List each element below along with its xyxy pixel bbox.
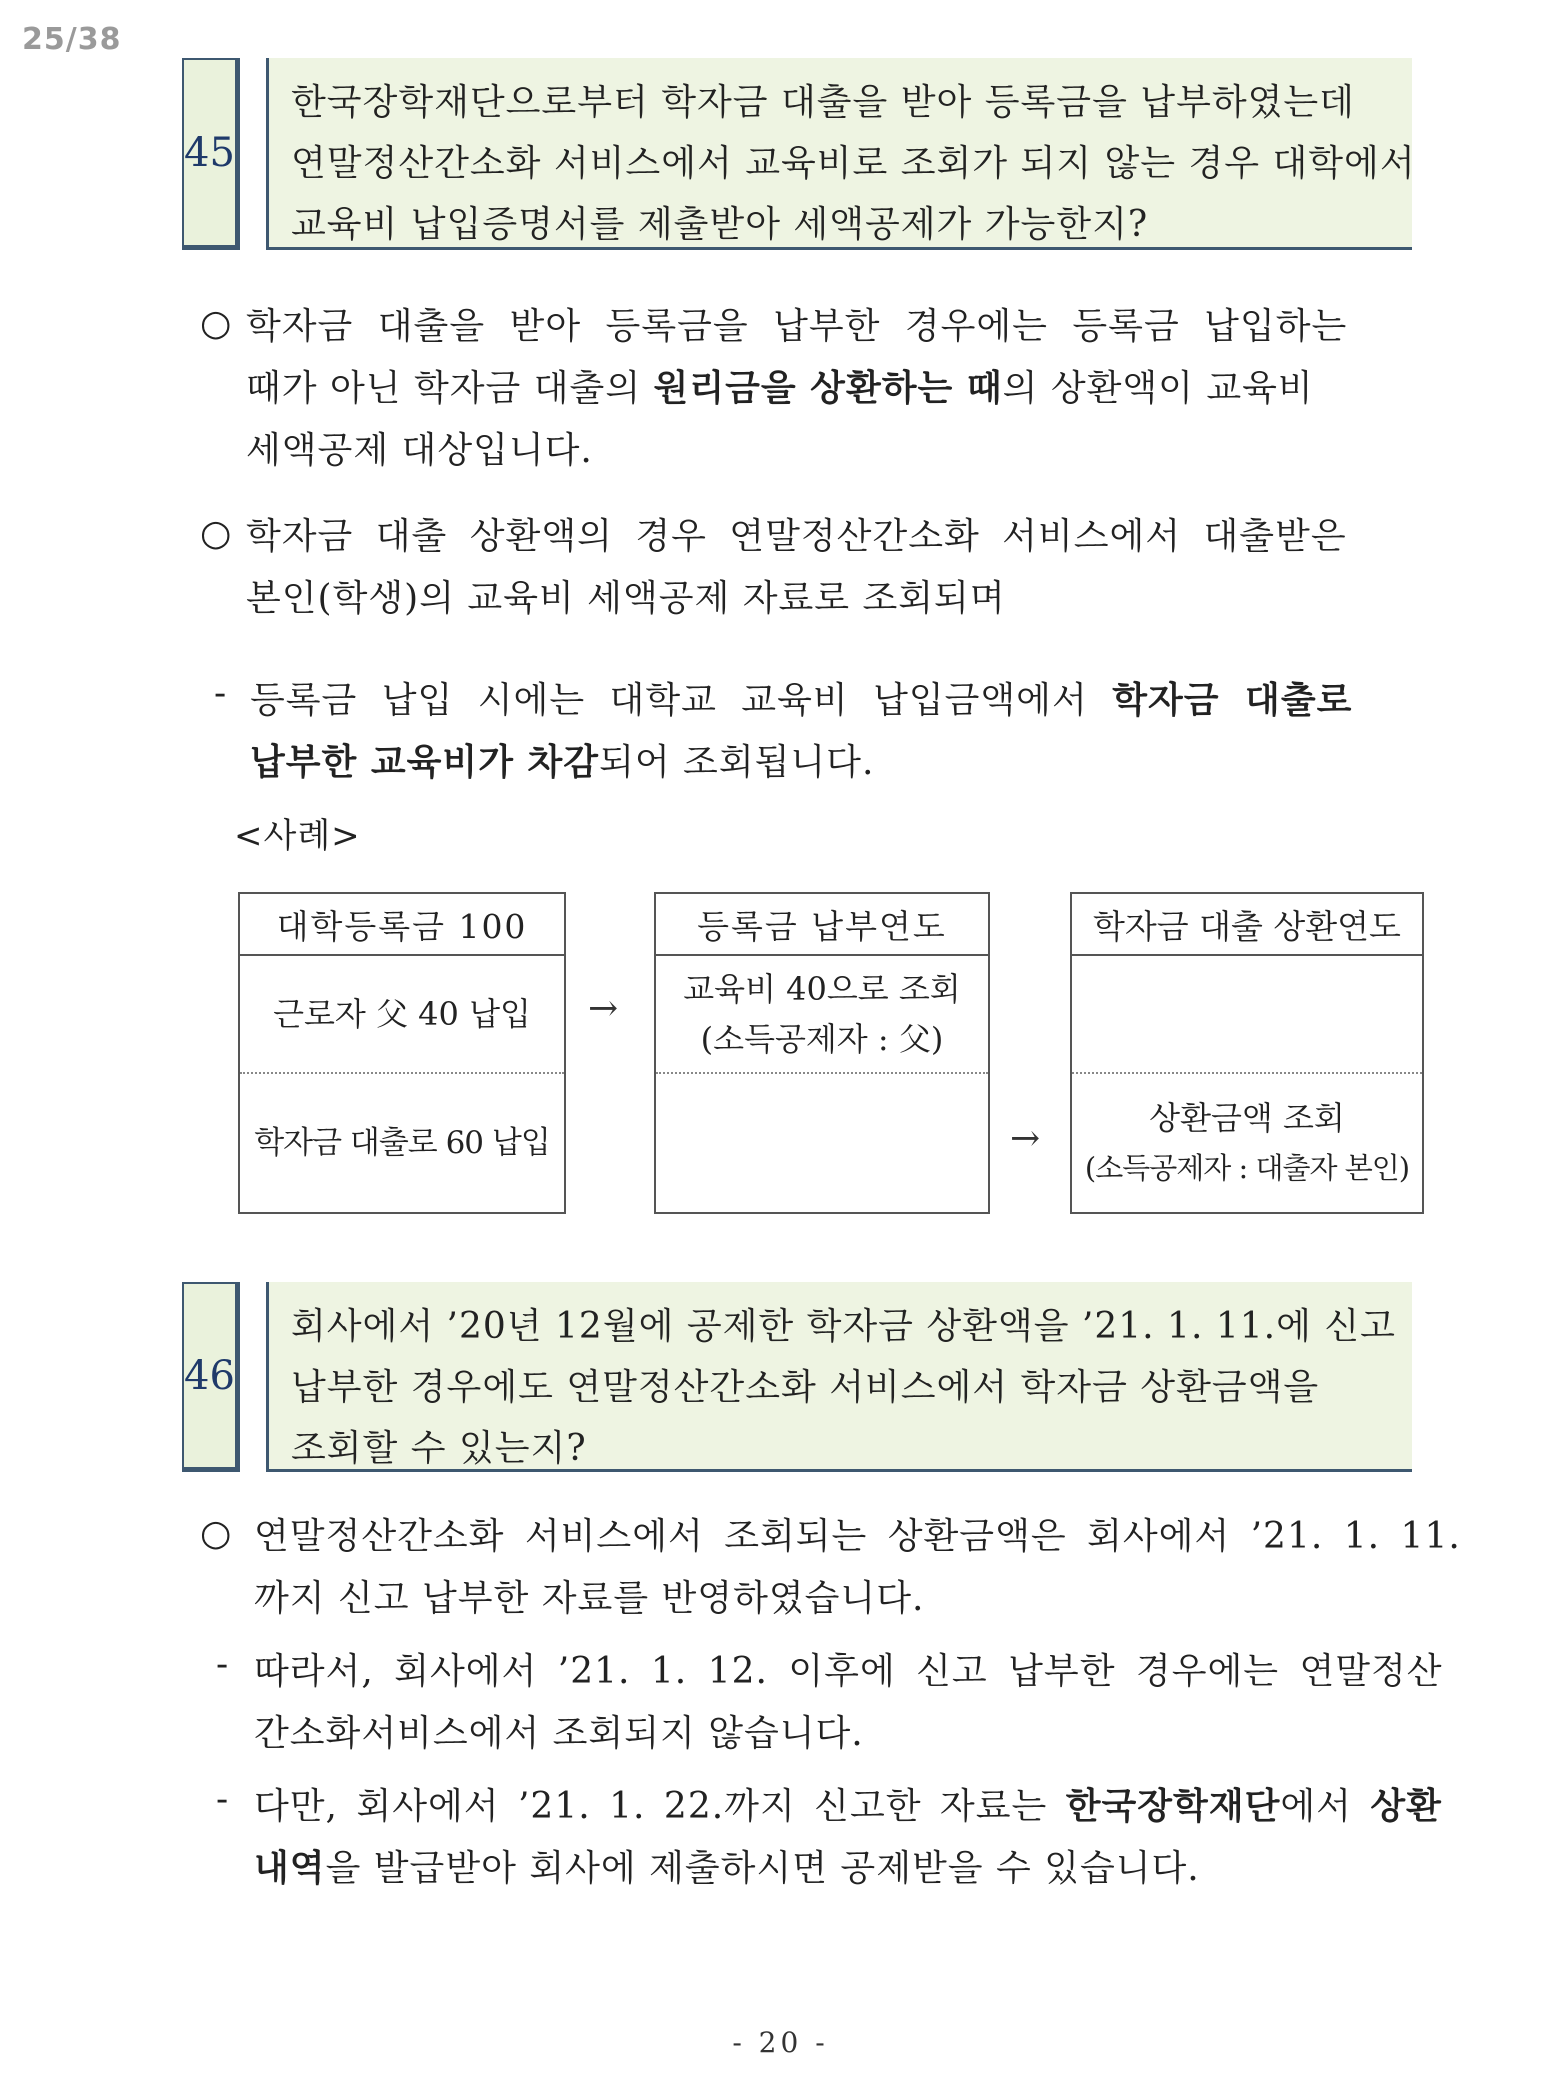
question-line: 납부한 경우에도 연말정산간소화 서비스에서 학자금 상환금액을	[291, 1367, 1320, 1408]
text-run: 을 발급받아 회사에 제출하시면 공제받을 수 있습니다.	[325, 1848, 1200, 1889]
bold-text: 납부한 교육비가 차감	[250, 741, 600, 783]
column-header: 학자금 대출 상환연도	[1072, 894, 1422, 956]
page-footer: - 20 -	[732, 2026, 829, 2059]
example-column-payment-year	[654, 892, 990, 1214]
question-line: 한국장학재단으로부터 학자금 대출을 받아 등록금을 납부하였는데	[291, 82, 1355, 123]
bullet-dash: -	[214, 673, 227, 714]
bullet-circle: ○	[200, 1513, 232, 1554]
cell-text: 학자금 대출로 60 납입	[254, 1125, 550, 1161]
table-cell	[240, 1074, 564, 1212]
text-run: 에서	[1280, 1786, 1371, 1827]
answer-text	[246, 360, 1314, 411]
text-run: 의 상환액이 교육비	[1002, 368, 1314, 409]
question-number-text: 46	[184, 1352, 235, 1399]
example-column-tuition	[238, 892, 566, 1214]
bullet-circle: ○	[200, 303, 232, 344]
question-46-box	[266, 1282, 1412, 1472]
question-number-45	[182, 58, 240, 250]
answer-text	[250, 734, 874, 785]
bold-text: 원리금을 상환하는 때	[653, 367, 1003, 409]
answer-text: 따라서, 회사에서 ’21. 1. 12. 이후에 신고 납부한 경우에는 연말정산	[254, 1651, 1443, 1692]
bullet-dash: -	[216, 1644, 229, 1685]
answer-text	[250, 672, 1352, 723]
arrow-right: →	[1010, 1118, 1041, 1159]
column-header: 등록금 납부연도	[656, 894, 988, 956]
question-line: 회사에서 ’20년 12월에 공제한 학자금 상환액을 ’21. 1. 11.에 신고	[291, 1306, 1396, 1347]
cell-text: (소득공제자 : 대출자 본인)	[1084, 1151, 1410, 1185]
cell-text: 교육비 40으로 조회	[683, 970, 961, 1008]
cell-text: 근로자 父 40 납입	[273, 995, 531, 1033]
bold-text: 학자금 대출로	[1112, 679, 1353, 721]
question-line: 조회할 수 있는지?	[291, 1428, 587, 1469]
answer-text: 학자금 대출을 받아 등록금을 납부한 경우에는 등록금 납입하는	[246, 306, 1348, 347]
table-cell	[656, 1074, 988, 1212]
answer-text	[254, 1778, 1442, 1829]
table-cell	[240, 956, 564, 1074]
question-line: 교육비 납입증명서를 제출받아 세액공제가 가능한지?	[291, 204, 1149, 245]
cell-text: 상환금액 조회	[1149, 1099, 1345, 1137]
answer-text: 세액공제 대상입니다.	[246, 430, 593, 471]
text-run: 때가 아닌 학자금 대출의	[246, 368, 654, 409]
answer-text: 연말정산간소화 서비스에서 조회되는 상환금액은 회사에서 ’21. 1. 11.	[254, 1516, 1461, 1557]
bullet-dash: -	[216, 1779, 229, 1820]
cell-text: (소득공제자 : 父)	[700, 1020, 944, 1058]
answer-text: 간소화서비스에서 조회되지 않습니다.	[254, 1713, 864, 1754]
column-header: 대학등록금 100	[240, 894, 564, 956]
example-column-repayment-year	[1070, 892, 1424, 1214]
question-number-46	[182, 1282, 240, 1472]
example-label: <사례>	[234, 816, 361, 856]
bold-text: 한국장학재단	[1065, 1785, 1281, 1827]
text-run: 되어 조회됩니다.	[599, 742, 875, 783]
bullet-circle: ○	[200, 513, 232, 554]
text-run: 다만, 회사에서 ’21. 1. 22.까지 신고한 자료는	[254, 1786, 1066, 1827]
answer-text: 까지 신고 납부한 자료를 반영하였습니다.	[254, 1578, 925, 1619]
arrow-right: →	[588, 988, 619, 1029]
page-counter: 25/38	[22, 22, 122, 57]
table-cell	[1072, 956, 1422, 1074]
answer-text	[254, 1840, 1200, 1891]
text-run: 등록금 납입 시에는 대학교 교육비 납입금액에서	[250, 680, 1113, 721]
bold-text: 내역	[254, 1847, 326, 1889]
answer-text: 본인(학생)의 교육비 세액공제 자료로 조회되며	[246, 578, 1006, 619]
question-number-text: 45	[184, 129, 235, 176]
bold-text: 상환	[1370, 1785, 1442, 1827]
answer-text: 학자금 대출 상환액의 경우 연말정산간소화 서비스에서 대출받은	[246, 516, 1347, 557]
table-cell	[1072, 1074, 1422, 1212]
table-cell	[656, 956, 988, 1074]
question-45-box	[266, 58, 1416, 250]
question-line: 연말정산간소화 서비스에서 교육비로 조회가 되지 않는 경우 대학에서	[291, 143, 1416, 184]
